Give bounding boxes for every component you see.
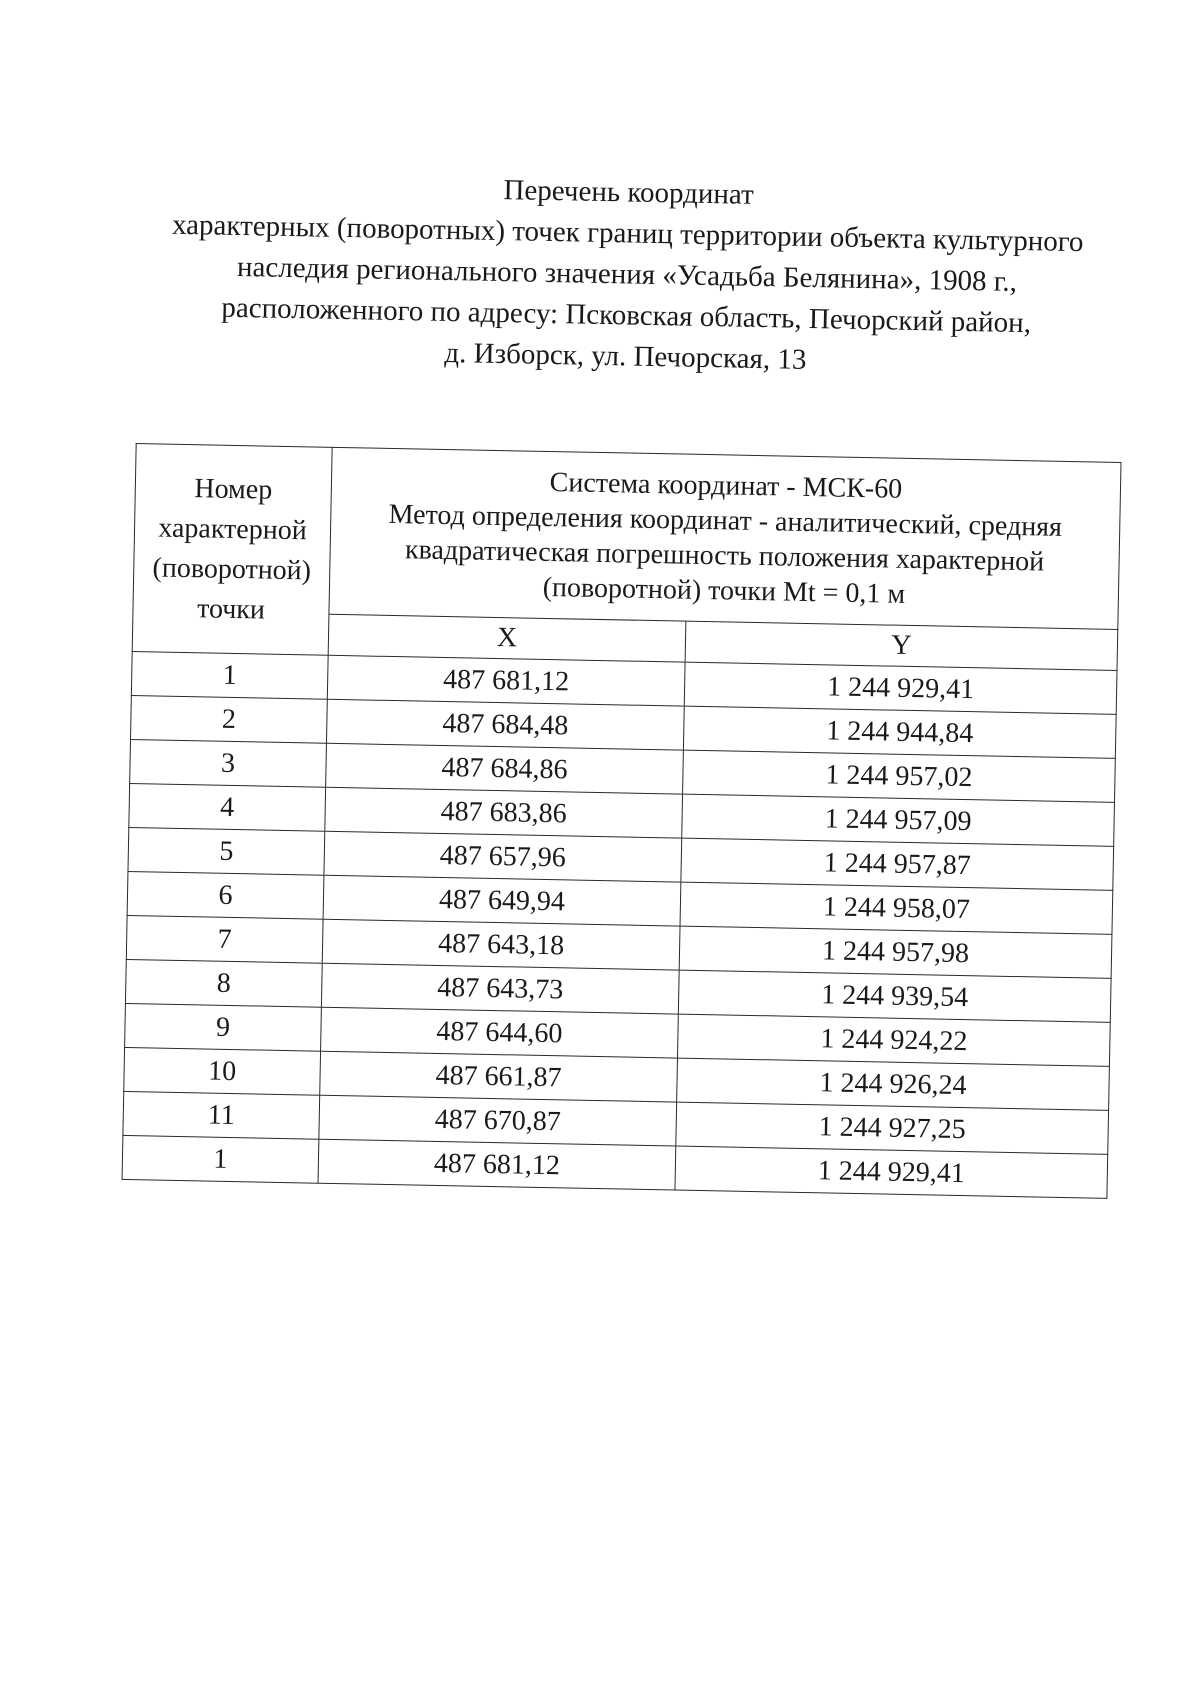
coord-x: 487 683,86 (325, 787, 683, 838)
point-number: 1 (131, 652, 328, 700)
heading-line-2: характерных (поворотных) точек границ территории объекта культурного (171, 208, 1084, 259)
heading-line-3: наследия регионального значения «Усадьба Белянина», 1908 г., (236, 250, 1018, 298)
coord-x: 487 661,87 (320, 1051, 678, 1102)
point-number: 4 (129, 783, 326, 831)
point-number: 5 (128, 827, 325, 875)
heading-line-1: Перечень координат (503, 174, 755, 211)
table-header-row (133, 444, 1121, 630)
coord-y: 1 244 944,84 (683, 706, 1116, 758)
point-number: 9 (125, 1003, 322, 1051)
header-y: Y (685, 621, 1118, 670)
coord-y: 1 244 929,41 (684, 662, 1117, 714)
header-system-line: (поворотной) точки Mt = 0,1 м (542, 571, 906, 610)
header-system-line: квадратическая погрешность положения характерной (404, 534, 1045, 578)
point-number: 8 (125, 959, 322, 1007)
coord-x: 487 681,12 (327, 655, 685, 706)
coord-x: 487 684,48 (326, 699, 684, 750)
coord-y: 1 244 957,87 (681, 838, 1114, 890)
coordinates-body (122, 652, 1117, 1199)
coord-x: 487 649,94 (323, 875, 681, 926)
coord-x: 487 643,73 (321, 963, 679, 1014)
coord-y: 1 244 957,09 (682, 794, 1115, 846)
header-point-number-line: Номер (194, 472, 273, 506)
coord-y: 1 244 957,02 (683, 750, 1116, 802)
header-system-line: Система координат - МСК-60 (549, 467, 903, 505)
heading-line-5: д. Изборск, ул. Печорская, 13 (444, 336, 807, 376)
coord-y: 1 244 927,25 (676, 1102, 1109, 1154)
point-number: 2 (131, 696, 328, 744)
coord-x: 487 644,60 (321, 1007, 679, 1058)
point-number: 7 (126, 915, 323, 963)
coord-x: 487 681,12 (318, 1139, 676, 1190)
header-point-number (132, 444, 332, 656)
point-number: 11 (123, 1091, 320, 1139)
coord-x: 487 684,86 (326, 743, 684, 794)
point-number: 3 (130, 740, 327, 788)
point-number: 1 (122, 1135, 319, 1183)
coord-x: 487 643,18 (322, 919, 680, 970)
document-heading (125, 163, 1129, 387)
point-number: 6 (127, 871, 324, 919)
heading-line-4: расположенного по адресу: Псковская область, Печорский район, (221, 291, 1032, 340)
coord-y: 1 244 924,22 (677, 1014, 1110, 1066)
coord-x: 487 670,87 (319, 1095, 677, 1146)
header-point-number-line: (поворотной) (152, 551, 312, 586)
point-number: 10 (124, 1047, 321, 1095)
header-coordinate-system (329, 447, 1121, 629)
header-point-number-line: характерной (158, 512, 308, 546)
coord-y: 1 244 939,54 (678, 970, 1111, 1022)
coord-y: 1 244 926,24 (677, 1058, 1110, 1110)
coord-x: 487 657,96 (324, 831, 682, 882)
header-point-number-line: точки (196, 592, 266, 626)
coordinates-table (122, 443, 1122, 1199)
coord-y: 1 244 929,41 (675, 1146, 1108, 1198)
header-system-line: Метод определения координат - аналитический, средняя (388, 498, 1063, 543)
header-x: X (328, 614, 686, 662)
coord-y: 1 244 958,07 (680, 882, 1113, 934)
coord-y: 1 244 957,98 (679, 926, 1112, 978)
